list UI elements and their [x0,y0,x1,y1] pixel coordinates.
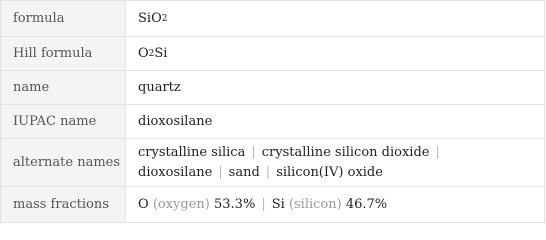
alt-name: sand [228,164,260,180]
alt-name: crystalline silica [138,144,246,160]
row-name [1,71,545,105]
hill-formula-value: O 2 Si [126,37,545,70]
alt-name: silicon(IV) oxide [276,164,383,180]
alt-name: dioxosilane [138,164,213,180]
row-alternate-names [1,139,545,187]
separator: | [251,144,256,160]
alt-name: crystalline silicon dioxide [261,144,430,160]
name-value: quartz [126,71,545,104]
separator: | [265,164,271,180]
row-hill-formula [1,37,545,71]
row-mass-fractions [1,187,545,223]
mass-symbol: O [138,197,149,212]
row-label: IUPAC name [1,105,126,138]
separator: | [435,144,440,160]
hill-o: O [138,46,149,61]
mass-symbol: Si [271,197,285,212]
iupac-name-value: dioxosilane [126,105,545,138]
row-label: formula [1,1,126,36]
formula-main: SiO [138,11,162,26]
row-iupac-name [1,105,545,139]
formula-value: SiO 2 [126,1,545,36]
row-label: mass fractions [1,187,126,222]
mass-element-name: (silicon) [288,197,342,212]
row-formula [1,1,545,37]
hill-si: Si [154,46,168,61]
mass-element-name: (oxygen) [152,197,210,212]
row-label: Hill formula [1,37,126,70]
mass-percent: 53.3% [214,197,256,212]
alternate-names-list [138,143,446,183]
separator: | [261,197,266,212]
row-label: name [1,71,126,104]
row-label: alternate names [1,139,126,186]
separator: | [218,164,223,180]
mass-percent: 46.7% [345,197,388,212]
alternate-names-value [126,139,545,186]
mass-fractions-value [126,187,545,222]
